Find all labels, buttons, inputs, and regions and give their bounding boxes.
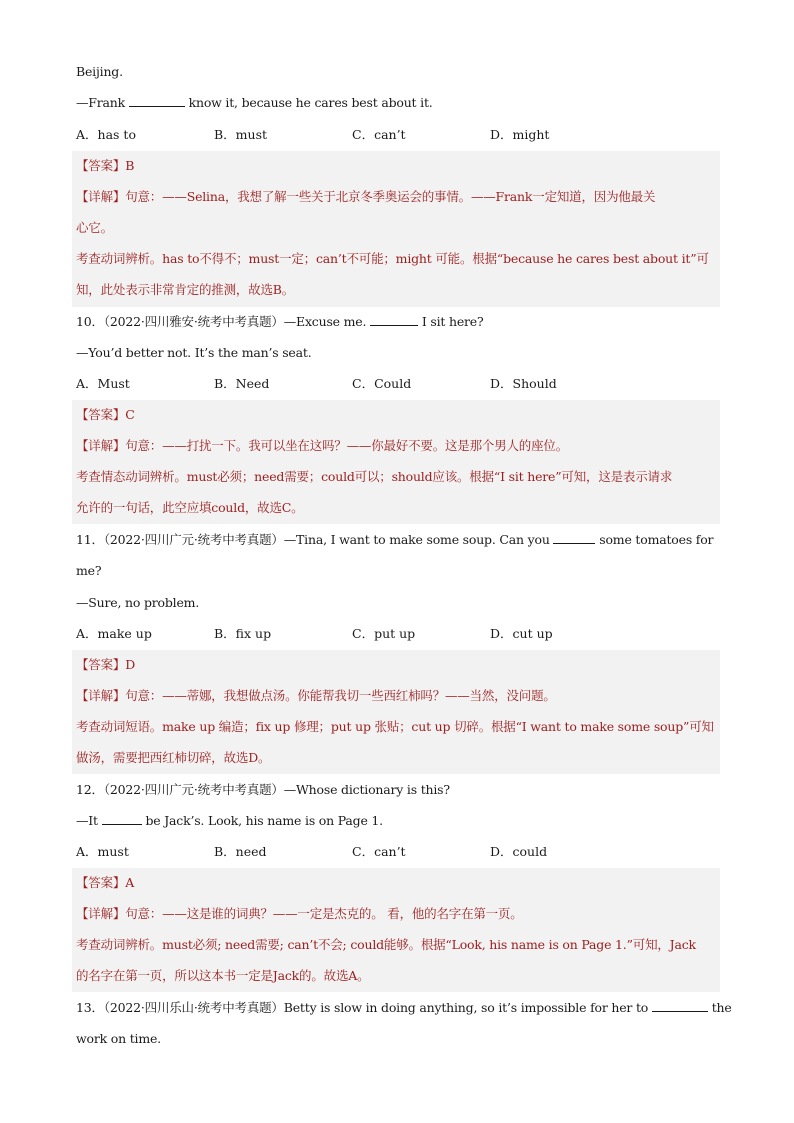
q10-option-b: B．Need <box>214 376 270 391</box>
q10-answer: 【答案】C <box>76 407 135 422</box>
q10-number: 10． <box>76 314 104 329</box>
q12-line-2-part-b: be Jack’s. Look, his name is on Page 1. <box>145 813 383 828</box>
q10-stem-part-b: I sit here? <box>421 314 484 329</box>
q11-detail-2: 考查动词短语。make up 编造；fix up 修理；put up 张贴；cut up 切碎。根据“I want to make some soup”可知 <box>76 719 714 734</box>
q13-stem-2: work on time. <box>76 1031 161 1046</box>
q10-option-a: A．Must <box>76 376 130 391</box>
q9-stem-part-a: —Frank <box>76 95 126 110</box>
q11-stem-part-b: some tomatoes for <box>599 532 714 547</box>
q10-source: （2022·四川雅安·统考中考真题） <box>103 314 284 329</box>
q12-stem <box>76 780 718 800</box>
q9-detail-3: 考查动词辨析。has to不得不；must一定；can’t不可能；might 可能。根据“because he cares best about it”可 <box>76 251 709 266</box>
q9-option-b: B．must <box>214 127 268 142</box>
q11-stem-part-a: —Tina, I want to make some soup. Can you <box>283 532 550 547</box>
q9-detail-2: 心它。 <box>76 220 113 235</box>
q11-source: （2022·四川广元·统考中考真题） <box>103 532 284 547</box>
q11-detail-3: 做汤，需要把西红柿切碎，故选D。 <box>76 750 271 765</box>
q13-blank <box>652 999 708 1012</box>
q12-answer: 【答案】A <box>76 875 135 890</box>
q12-number: 12． <box>76 782 104 797</box>
q11-detail-1: 【详解】句意：——蒂娜，我想做点汤。你能帮我切一些西红柿吗？——当然，没问题。 <box>76 688 556 703</box>
q11-line-3: —Sure, no problem. <box>76 595 200 610</box>
q12-option-d: D．could <box>490 844 548 859</box>
q9-detail-4: 知，此处表示非常肯定的推测，故选B。 <box>76 282 295 297</box>
q9-option-d: D．might <box>490 127 550 142</box>
q11-stem <box>76 530 718 550</box>
q9-stem-tail: Beijing. <box>76 64 123 79</box>
q11-option-a: A．make up <box>76 626 152 641</box>
q11-blank <box>553 531 595 544</box>
q12-line-2 <box>76 811 718 831</box>
q11-number: 11． <box>76 532 104 547</box>
q12-option-c: C．can’t <box>352 844 406 859</box>
q10-option-d: D．Should <box>490 376 557 391</box>
q9-stem-line <box>76 93 718 113</box>
q9-blank <box>129 94 185 107</box>
q12-detail-3: 的名字在第一页，所以这本书一定是Jack的。故选A。 <box>76 968 370 983</box>
q13-stem-part-b: the <box>711 1000 732 1015</box>
q10-detail-3: 允许的一句话，此空应填could，故选C。 <box>76 500 304 515</box>
q10-detail-1: 【详解】句意：——打扰一下。我可以坐在这吗？——你最好不要。这是那个男人的座位。 <box>76 438 569 453</box>
q10-stem-part-a: —Excuse me. <box>283 314 367 329</box>
q13-number: 13． <box>76 1000 104 1015</box>
q9-answer: 【答案】B <box>76 158 135 173</box>
q11-stem-2: me? <box>76 563 102 578</box>
q9-option-a: A．has to <box>76 127 136 142</box>
q13-stem <box>76 998 732 1018</box>
q12-detail-1: 【详解】句意：——这是谁的词典？——一定是杰克的。 看，他的名字在第一页。 <box>76 906 523 921</box>
q13-source: （2022·四川乐山·统考中考真题） <box>103 1000 284 1015</box>
q11-answer: 【答案】D <box>76 657 136 672</box>
q12-line-2-part-a: —It <box>76 813 98 828</box>
q12-option-a: A．must <box>76 844 129 859</box>
q12-option-b: B．need <box>214 844 267 859</box>
q11-option-d: D．cut up <box>490 626 553 641</box>
q9-detail-1: 【详解】句意：——Selina，我想了解一些关于北京冬季奥运会的事情。——Frank一定知道，因为他最关 <box>76 189 656 204</box>
q12-source: （2022·四川广元·统考中考真题） <box>103 782 284 797</box>
q12-stem-text: —Whose dictionary is this? <box>283 782 450 797</box>
q11-option-b: B．fix up <box>214 626 272 641</box>
q10-detail-2: 考查情态动词辨析。must必须；need需要；could可以；should应该。根据“I sit here”可知，这是表示请求 <box>76 469 673 484</box>
q10-blank <box>370 313 418 326</box>
q10-option-c: C．Could <box>352 376 412 391</box>
q12-blank <box>102 812 142 825</box>
q12-detail-2: 考查动词辨析。must必须; need需要; can’t不会; could能够。根据“Look, his name is on Page 1.”可知，Jack <box>76 937 696 952</box>
q9-stem-part-b: know it, because he cares best about it. <box>188 95 433 110</box>
q10-stem <box>76 312 718 332</box>
q11-option-c: C．put up <box>352 626 416 641</box>
q10-line-2: —You’d better not. It’s the man’s seat. <box>76 345 312 360</box>
q9-option-c: C．can’t <box>352 127 406 142</box>
q13-stem-part-a: Betty is slow in doing anything, so it’s impossible for her to <box>283 1000 649 1015</box>
